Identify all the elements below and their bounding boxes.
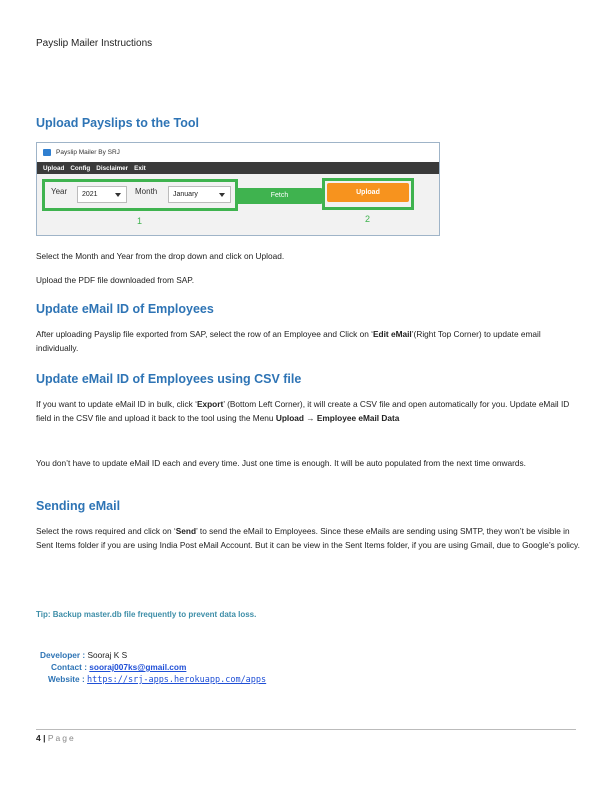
menu-bar [37, 162, 439, 174]
chevron-down-icon [219, 193, 225, 197]
section-heading-upload: Upload Payslips to the Tool [36, 116, 199, 130]
p4-bold2: Upload → Employee eMail Data [275, 413, 400, 423]
footer-divider [36, 729, 576, 730]
window-titlebar [37, 143, 439, 162]
section-heading-update-email: Update eMail ID of Employees [36, 302, 214, 316]
paragraph-auto-populate: You don’t have to update eMail ID each and every time. Just one time is enough. It will be auto populated from the next time onwards. [36, 458, 526, 468]
controls-area [37, 174, 439, 235]
page-header: Payslip Mailer Instructions [36, 38, 153, 49]
month-label: Month [135, 187, 158, 196]
menu-disclaimer[interactable]: Disclaimer [96, 164, 129, 172]
month-select[interactable] [168, 186, 231, 203]
paragraph-edit-email [36, 327, 581, 355]
paragraph-csv [36, 397, 581, 425]
menu-config[interactable]: Config [70, 164, 91, 172]
app-screenshot [36, 142, 440, 236]
fetch-button[interactable]: Fetch [237, 188, 322, 204]
p4-text-mid: ’ (Bottom Left Corner), it will create a CSV file and open automatically for you. Update eMail ID field in the CSV file and upload it back to the tool using the Menu [36, 399, 570, 423]
app-icon [43, 149, 51, 156]
p4-bold: Export [196, 399, 224, 409]
section-heading-csv: Update eMail ID of Employees using CSV file [36, 372, 302, 386]
footer-separator: | [43, 733, 46, 743]
paragraph-select-month: Select the Month and Year from the drop down and click on Upload. [36, 251, 285, 261]
contact-line [51, 662, 186, 673]
developer-value: Sooraj K S [87, 650, 128, 660]
contact-label: Contact : [51, 662, 87, 672]
page-number: 4 [36, 733, 41, 743]
p3-bold: Edit eMail [372, 329, 412, 339]
window-title: Payslip Mailer By SRJ [56, 149, 120, 156]
p6-text-post: ’ to send the eMail to Employees. Since these eMails are sending using SMTP, they won’t be visible in Sent Items folder if you are using India Post eMail Account. But it can be view in the Sent Items folder, if you are using Gmail, due to Google’s policy. [36, 526, 580, 550]
paragraph-upload-pdf: Upload the PDF file downloaded from SAP. [36, 275, 195, 285]
website-link[interactable]: https://srj-apps.herokuapp.com/apps [87, 675, 267, 685]
page-word: Page [47, 733, 76, 743]
page-footer [36, 733, 76, 743]
section-heading-sending: Sending eMail [36, 499, 121, 513]
upload-button[interactable]: Upload [327, 183, 409, 202]
marker-2: 2 [365, 214, 371, 224]
developer-line [40, 650, 127, 661]
p4-text: If you want to update eMail ID in bulk, click ‘ [36, 399, 197, 409]
year-label: Year [51, 187, 68, 196]
website-line [48, 674, 266, 686]
p6-bold: Send [175, 526, 197, 536]
month-value: January [173, 191, 198, 198]
p3-text: After uploading Payslip file exported from SAP, select the row of an Employee and Click on ‘ [36, 329, 373, 339]
contact-email-link[interactable]: sooraj007ks@gmail.com [89, 662, 187, 672]
website-label: Website : [48, 674, 85, 684]
developer-label: Developer : [40, 650, 86, 660]
menu-exit[interactable]: Exit [134, 164, 146, 172]
year-value: 2021 [82, 191, 98, 198]
p3-text-post: ’(Right Top Corner) to update email individually. [36, 329, 541, 353]
paragraph-sending [36, 524, 581, 552]
p6-text: Select the rows required and click on ‘ [36, 526, 176, 536]
chevron-down-icon [115, 193, 121, 197]
menu-upload[interactable]: Upload [43, 164, 65, 172]
tip-text: Tip: Backup master.db file frequently to prevent data loss. [36, 610, 257, 619]
year-select[interactable] [77, 186, 127, 203]
marker-1: 1 [137, 216, 143, 226]
